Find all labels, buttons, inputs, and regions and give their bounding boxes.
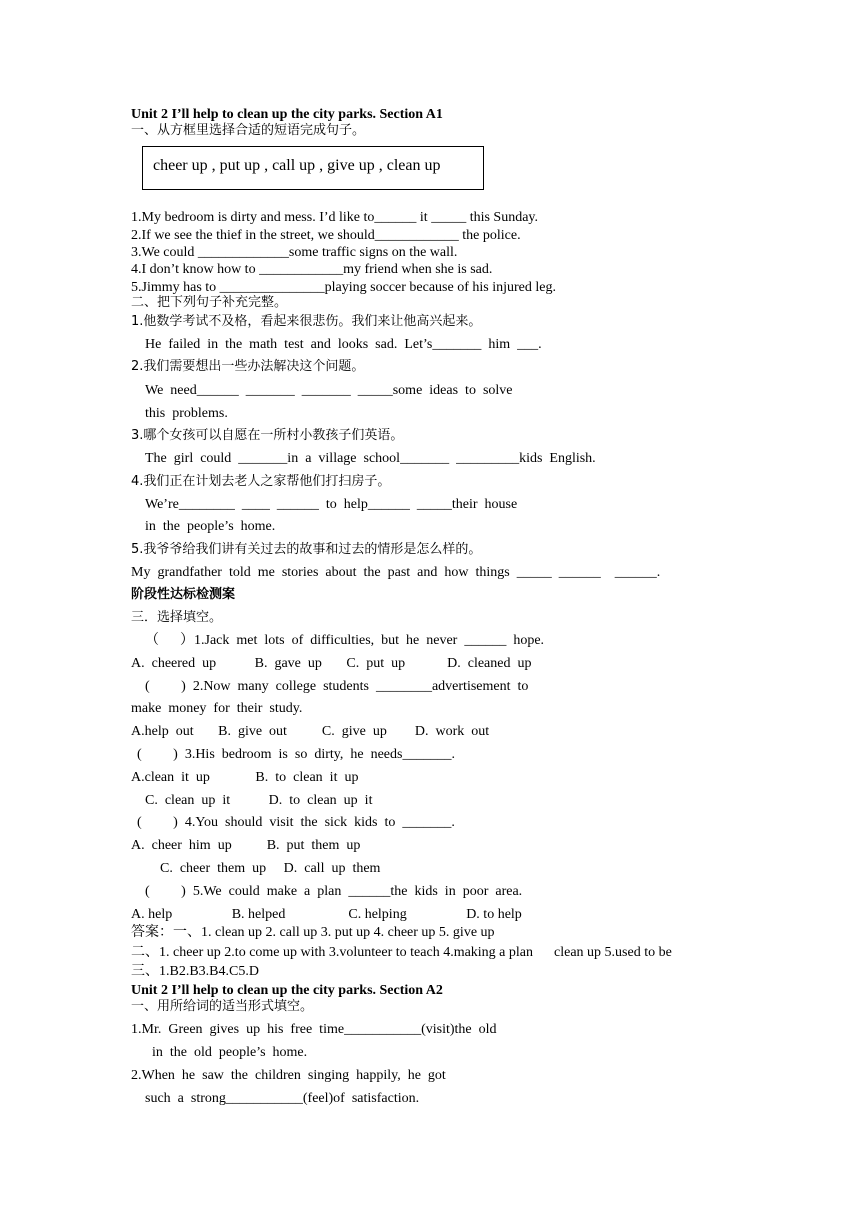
a1-s1-item-3: 3.We could _____________some traffic signs on the wall. (131, 245, 458, 260)
answer-line-2: 二、1. cheer up 2.to come up with 3.volunteer to teach 4.making a plan clean up 5.used to be (131, 945, 672, 960)
a2-s1-line-2: in the old people’s home. (152, 1045, 308, 1060)
a1-s2-line-2: He failed in the math test and looks sad. Let’s_______ him ___. (145, 337, 542, 352)
a1-s3-line-11: C. cheer them up D. call up them (160, 861, 381, 876)
test-heading: 阶段性达标检测案 (131, 587, 236, 602)
a1-s1-item-2: 2.If we see the thief in the street, we should____________ the police. (131, 228, 521, 243)
a1-s3-line-13: A. help B. helped C. helping D. to help (131, 907, 522, 922)
a1-s3-line-6: ( ) 3.His bedroom is so dirty, he needs_______. (137, 747, 455, 762)
a1-section1-heading: 一、从方框里选择合适的短语完成句子。 (131, 123, 366, 138)
a2-title: Unit 2 I’ll help to clean up the city parks. Section A2 (131, 983, 443, 998)
answer-line-1: 答案：一、1. clean up 2. call up 3. put up 4. cheer up 5. give up (131, 925, 495, 940)
phrase-box (142, 146, 484, 190)
a2-s1-line-1: 1.Mr. Green gives up his free time___________(visit)the old (131, 1022, 497, 1037)
a1-s2-line-5: this problems. (145, 406, 228, 421)
a1-s2-line-1: 1.他数学考试不及格，看起来很悲伤。我们来让他高兴起来。 (131, 314, 482, 329)
a1-s3-line-5: A.help out B. give out C. give up D. work out (131, 724, 490, 739)
a1-s2-line-12: My grandfather told me stories about the past and how things _____ ______ ______. (131, 565, 661, 580)
a1-s3-line-9: ( ) 4.You should visit the sick kids to _______. (137, 815, 455, 830)
a1-s2-line-9: We’re________ ____ ______ to help______ _____their house (145, 497, 518, 512)
a1-s1-item-1: 1.My bedroom is dirty and mess. I’d like to______ it _____ this Sunday. (131, 210, 539, 225)
a1-s1-item-4: 4.I don’t know how to ____________my friend when she is sad. (131, 262, 493, 277)
a1-s3-line-12: ( ) 5.We could make a plan ______the kids in poor area. (145, 884, 523, 899)
a1-s2-line-8: 4.我们正在计划去老人之家帮他们打扫房子。 (131, 474, 391, 489)
a1-s3-line-10: A. cheer him up B. put them up (131, 838, 361, 853)
phrase-box-text: cheer up , put up , call up , give up , clean up (153, 157, 441, 174)
a1-s3-line-1: （ ）1.Jack met lots of difficulties, but he never ______ hope. (145, 633, 545, 648)
a1-s2-line-4: We need______ _______ _______ _____some ideas to solve (145, 383, 513, 398)
a1-title: Unit 2 I’ll help to clean up the city parks. Section A1 (131, 107, 443, 122)
a1-s2-line-11: 5.我爷爷给我们讲有关过去的故事和过去的情形是怎么样的。 (131, 542, 482, 557)
a2-section1-heading: 一、用所给词的适当形式填空。 (131, 999, 314, 1014)
answer-line-3: 三、1.B2.B3.B4.C5.D (131, 964, 259, 979)
a1-s3-line-2: A. cheered up B. gave up C. put up D. cleaned up (131, 656, 532, 671)
a1-s2-line-3: 2.我们需要想出一些办法解决这个问题。 (131, 359, 365, 374)
a1-section3-heading: 三．选择填空。 (131, 610, 223, 625)
a1-section2-heading: 二、把下列句子补充完整。 (131, 295, 288, 310)
a2-s1-line-4: such a strong___________(feel)of satisfaction. (145, 1091, 420, 1106)
a1-s2-line-6: 3.哪个女孩可以自愿在一所村小教孩子们英语。 (131, 428, 404, 443)
a1-s3-line-8: C. clean up it D. to clean up it (145, 793, 373, 808)
a1-s3-line-4: make money for their study. (131, 701, 303, 716)
a1-s3-line-3: ( ) 2.Now many college students ________advertisement to (145, 679, 529, 694)
a2-s1-line-3: 2.When he saw the children singing happily, he got (131, 1068, 446, 1083)
a1-s2-line-7: The girl could _______in a village school_______ _________kids English. (145, 451, 596, 466)
a1-s1-item-5: 5.Jimmy has to _______________playing soccer because of his injured leg. (131, 280, 556, 295)
a1-s2-line-10: in the people’s home. (145, 519, 276, 534)
a1-s3-line-7: A.clean it up B. to clean it up (131, 770, 359, 785)
